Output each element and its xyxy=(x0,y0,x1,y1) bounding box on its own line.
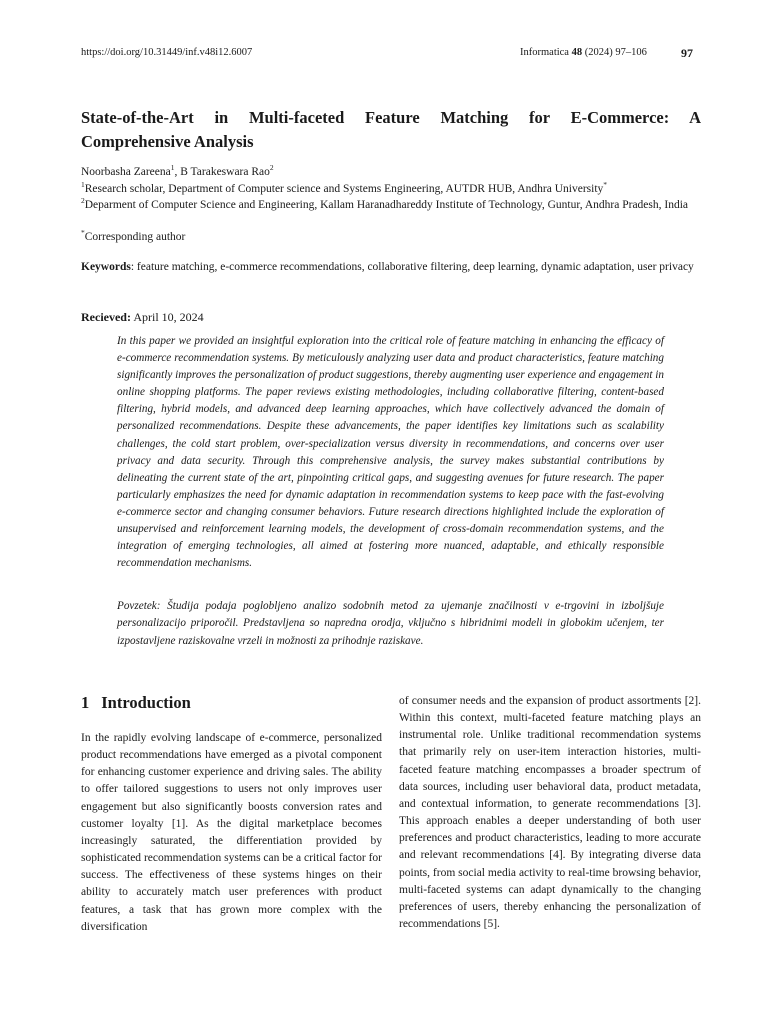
paper-title-line-1: State-of-the-Art in Multi-faceted Feature Matching for E-Commerce: A xyxy=(81,108,701,127)
introduction-column-right: of consumer needs and the expansion of product assortments [2]. Within this context, multi-faceted feature matching plays an instrumental role. Unlike traditional recommendation systems that primarily rely on user-item interaction histories, multi-faceted feature matching encompasses a broader spectrum of data sources, including user behavioral data, product metadata, and contextual information, to generate recommendations [3]. This approach enables a deeper understanding of both user preferences and product characteristics, leading to more accurate and relevant recommendations [4]. By integrating diverse data points, from social media activity to real-time browsing behavior, multi-faceted systems can adapt dynamically to the changing preferences of users, thereby enhancing the personalization of recommendations [5]. xyxy=(399,695,701,931)
keywords xyxy=(81,259,701,276)
received-date xyxy=(81,310,204,325)
introduction-column-left: In the rapidly evolving landscape of e-commerce, personalized product recommendations have emerged as a pivotal component for enhancing customer experience and driving sales. The ability to offer tailored suggestions to users not only improves user engagement but also significantly boosts conversion rates and customer loyalty [1]. As the digital marketplace becomes increasingly saturated, the differentiation provided by sophisticated recommendation systems can be a critical factor for success. The effectiveness of these systems hinges on their ability to accurately match user preferences with product features, a task that has grown more complex with the diversification xyxy=(81,732,382,933)
affiliation-2-text: Deparment of Computer Science and Engineering, Kallam Haranadhareddy Institute of Technology, Guntur, Andhra Pradesh, India xyxy=(84,199,689,211)
povzetek-summary: Povzetek: Študija podaja poglobljeno analizo sodobnih metod za ujemanje značilnosti v e-trgovini in izboljšuje personalizacijo priporočil. Predstavljena so napredna orodja, vključno s hibridnimi modeli in globokim učenjem, ter izpostavljene raziskovalne vrzeli in možnosti za prihodnje raziskave. xyxy=(117,600,664,647)
author-list xyxy=(81,164,701,181)
corresponding-author-note xyxy=(81,229,701,246)
affiliation-2 xyxy=(81,197,701,214)
keywords-text: : feature matching, e-commerce recommendations, collaborative filtering, deep learning, dynamic adaptation, user privacy xyxy=(130,261,694,273)
received-date-value: April 10, 2024 xyxy=(130,310,204,324)
author-2: B Tarakeswara Rao xyxy=(180,166,270,178)
corresponding-note-mark: * xyxy=(81,228,85,238)
keywords-label: Keywords xyxy=(81,261,131,273)
affiliation-1-mark: 1 xyxy=(81,180,85,190)
section-number: 1 xyxy=(81,693,90,712)
paper-title xyxy=(81,106,701,154)
paper-title-line-2: Comprehensive Analysis xyxy=(81,132,254,151)
corresponding-mark: * xyxy=(603,180,608,190)
page-number: 97 xyxy=(681,46,693,60)
affiliation-1-text: Research scholar, Department of Computer science and Systems Engineering, AUTDR HUB, Andhra University xyxy=(84,183,604,195)
affiliation-2-mark: 2 xyxy=(81,196,85,206)
author-1: Noorbasha Zareena xyxy=(81,166,171,178)
journal-reference xyxy=(520,47,647,58)
author-1-affiliation-mark: 1 xyxy=(170,163,175,173)
author-2-affiliation-mark: 2 xyxy=(269,163,274,173)
section-heading-introduction xyxy=(81,693,191,713)
received-label: Recieved: xyxy=(81,310,131,324)
affiliation-1 xyxy=(81,181,701,198)
journal-year-pages: (2024) 97–106 xyxy=(582,47,647,58)
corresponding-note-text: Corresponding author xyxy=(84,231,186,243)
journal-volume: 48 xyxy=(571,47,583,58)
doi-link[interactable]: https://doi.org/10.31449/inf.v48i12.6007 xyxy=(81,47,253,58)
section-title: Introduction xyxy=(101,693,191,712)
journal-name: Informatica xyxy=(520,47,572,58)
abstract: In this paper we provided an insightful exploration into the critical role of feature matching in enhancing the efficacy of e-commerce recommendation systems. By meticulously analyzing user data and product characteristics, feature matching significantly improves the personalization of product suggestions, thereby augmenting user experience and engagement in online shopping platforms. The paper reviews existing methodologies, including collaborative filtering, content-based filtering, hybrid models, and advanced deep learning approaches, which have collectively advanced the domain of personalized recommendations. Despite these advancements, the paper identifies key limitations such as scalability challenges, the cold start problem, over-specialization versus diversity in recommendations, and concerns over user privacy and data security. Through this comprehensive analysis, the survey makes substantial contributions by delineating the current state of the art, pinpointing critical gaps, and suggesting avenues for future research. The paper particularly emphasizes the need for dynamic adaptation in recommendation systems to keep pace with the fast-evolving e-commerce sector and changing consumer behaviors. Future research directions highlighted include the exploration of unsupervised and reinforcement learning models, the development of cross-domain recommendation systems, and the integration of emerging technologies, all aimed at fostering more nuanced, adaptable, and ethically responsible recommendation mechanisms. xyxy=(117,335,664,570)
author-separator: , xyxy=(174,166,181,178)
